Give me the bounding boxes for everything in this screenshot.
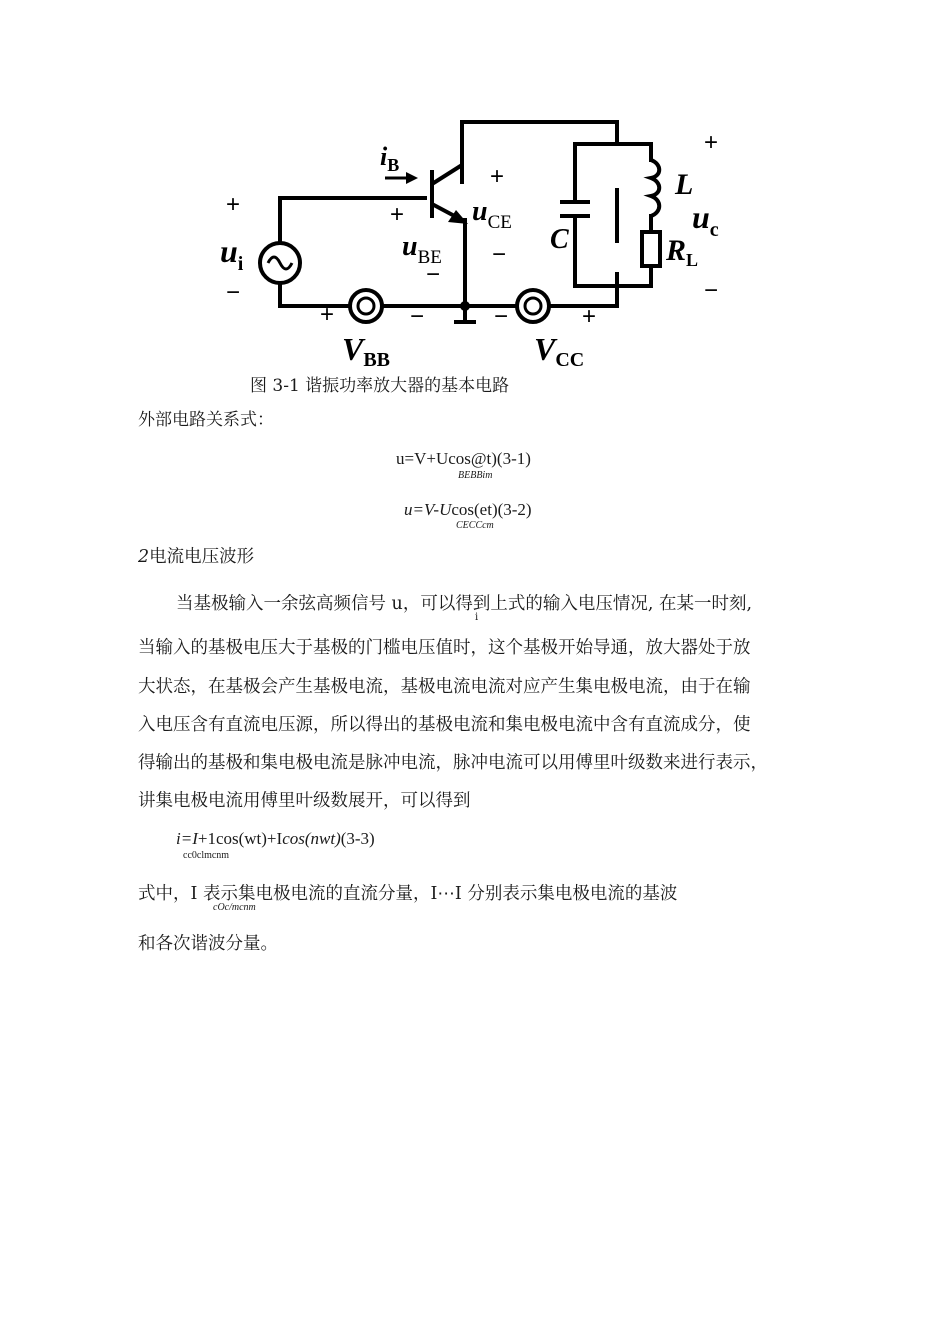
vbb-label: VBB xyxy=(342,331,391,371)
vbb-source xyxy=(350,290,382,322)
para-line-3: 大状态，在基极会产生基极电流，基极电流电流对应产生集电极电流，由于在输 xyxy=(138,677,751,697)
para-line-1-subscript: i xyxy=(475,612,479,623)
inductor-label: L xyxy=(675,168,694,201)
equation-3-2 xyxy=(404,500,532,520)
equation-3-3 xyxy=(176,829,375,849)
equation-3-1-subscripts: BEBBim xyxy=(458,470,493,481)
uc-plus: + xyxy=(704,129,719,156)
vbb-plus: + xyxy=(320,301,335,328)
explain-line-1: 式中，I 表示集电极电流的直流分量，I⋯I 分别表示集电极电流的基波 xyxy=(138,884,678,904)
equation-3-3-part-a: i=I xyxy=(176,829,198,848)
section-heading xyxy=(138,543,254,568)
ui-minus: − xyxy=(226,279,241,306)
uce-label: $u_{CE}$ xyxy=(472,196,512,233)
explain-line-1-subscripts: cOc/mcnm xyxy=(213,902,256,913)
uce-minus: − xyxy=(492,241,507,268)
ui-label: $u_i$ xyxy=(220,233,244,275)
tank-top-wire xyxy=(575,144,651,160)
para-line-5: 得输出的基极和集电极电流是脉冲电流，脉冲电流可以用傅里叶级数来进行表示， xyxy=(138,753,768,773)
equation-3-3-subscripts: cc0clmcnm xyxy=(183,850,230,861)
load-resistor xyxy=(642,232,660,266)
explain-line-2: 和各次谐波分量。 xyxy=(138,934,278,954)
uc-label: $u_c$ xyxy=(692,199,719,241)
vcc-label: VCC xyxy=(534,331,585,371)
ube-minus: − xyxy=(426,261,441,288)
resonant-amplifier-circuit-diagram xyxy=(210,110,750,372)
equation-3-1: u=V+Ucos@t)(3-1) xyxy=(396,449,531,468)
ground-node xyxy=(460,301,470,311)
para-line-6: 讲集电极电流用傅里叶级数展开，可以得到 xyxy=(138,791,471,811)
vcc-minus: − xyxy=(494,303,509,330)
equation-3-3-part-c: cos(nwt) xyxy=(282,829,341,848)
equation-3-2-rest: cos(et)(3-2) xyxy=(451,500,532,519)
capacitor-symbol xyxy=(560,202,590,216)
equation-3-3-part-b: +1cos(wt)+I xyxy=(197,829,283,848)
ube-label: $u_{BE}$ xyxy=(402,231,442,268)
equation-3-3-number: (3-3) xyxy=(340,829,375,848)
intro-text: 外部电路关系式： xyxy=(138,410,274,430)
ib-label: $i_B$ xyxy=(380,142,400,175)
section-title: 电流电压波形 xyxy=(149,547,255,567)
uc-minus: − xyxy=(704,277,719,304)
vcc-plus: + xyxy=(582,303,597,330)
equation-3-2-subscripts: CECCcm xyxy=(456,520,494,531)
equation-3-2-italic: u=V-U xyxy=(404,500,452,519)
para-line-1: 当基极输入一余弦高频信号 u，可以得到上式的输入电压情况, 在某一时刻, xyxy=(176,594,753,614)
inductor-symbol xyxy=(651,160,659,216)
collector-wire xyxy=(462,122,617,182)
vbb-minus: − xyxy=(410,303,425,330)
uce-plus: + xyxy=(490,163,505,190)
ib-arrow-head xyxy=(406,172,418,184)
ube-plus: + xyxy=(390,201,405,228)
figure-caption: 图 3-1 谐振功率放大器的基本电路 xyxy=(250,376,510,396)
para-line-2: 当输入的基极电压大于基极的门槛电压值时，这个基极开始导通，放大器处于放 xyxy=(138,638,751,658)
section-number: 2 xyxy=(138,547,150,567)
capacitor-label: C xyxy=(550,224,569,255)
ui-plus: + xyxy=(226,191,241,218)
rl-label: $R_L$ xyxy=(666,234,699,270)
vcc-source xyxy=(517,290,549,322)
para-line-4: 入电压含有直流电压源，所以得出的基极电流和集电极电流中含有直流成分，使 xyxy=(138,715,751,735)
